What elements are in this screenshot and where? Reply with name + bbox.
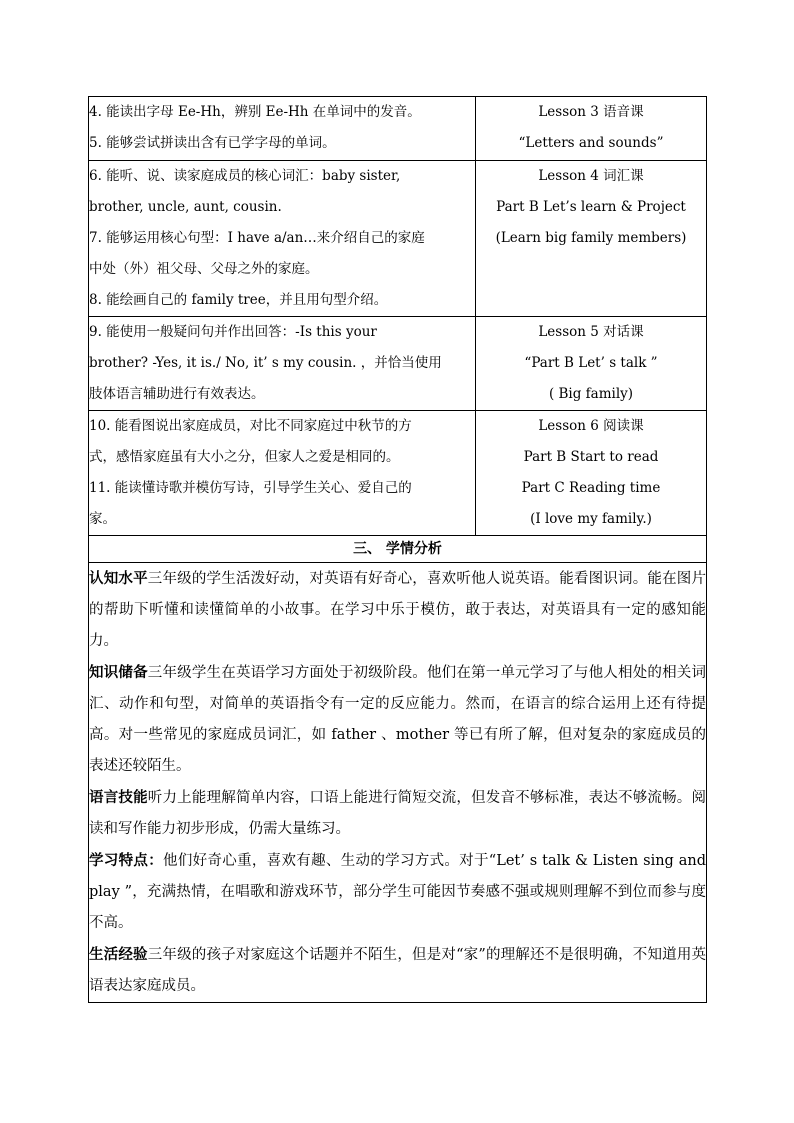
objective-line: 11. 能读懂诗歌并模仿写诗，引导学生关心、爱自己的 bbox=[89, 480, 412, 496]
lesson-row bbox=[89, 411, 707, 536]
analysis-label: 语言技能 bbox=[89, 789, 148, 806]
lesson-line: “Part B Let’ s talk ” bbox=[524, 355, 658, 371]
objective-line: 4. 能读出字母 Ee-Hh，辨别 Ee-Hh 在单词中的发音。 bbox=[89, 104, 421, 120]
analysis-label: 知识储备 bbox=[89, 664, 148, 681]
analysis-text: 听力上能理解简单内容，口语上能进行简短交流，但发音不够标准，表达不够流畅。阅读和写作能力初步形成，仍需大量练习。 bbox=[89, 790, 706, 837]
analysis-row bbox=[89, 563, 707, 1003]
lesson-line: Part C Reading time bbox=[521, 480, 661, 496]
section-heading-row bbox=[89, 536, 707, 563]
objectives-cell bbox=[89, 317, 476, 411]
section-title: 三、 学情分析 bbox=[89, 536, 707, 563]
objective-line: 家。 bbox=[89, 511, 116, 527]
objectives-cell bbox=[89, 411, 476, 536]
lesson-line: ( Big family) bbox=[548, 386, 634, 402]
objective-line: 中处（外）祖父母、父母之外的家庭。 bbox=[89, 261, 319, 277]
lesson-cell bbox=[476, 97, 707, 161]
analysis-paragraph bbox=[89, 657, 706, 782]
objective-line: 6. 能听、说、读家庭成员的核心词汇：baby sister, bbox=[89, 168, 401, 184]
lesson-line: Part B Let’s learn & Project bbox=[496, 199, 686, 215]
lesson-cell bbox=[476, 161, 707, 317]
lesson-row bbox=[89, 317, 707, 411]
analysis-cell bbox=[89, 563, 707, 1003]
lesson-line: Part B Start to read bbox=[523, 449, 659, 465]
objective-line: brother, uncle, aunt, cousin. bbox=[89, 199, 282, 215]
objective-line: 8. 能绘画自己的 family tree，并且用句型介绍。 bbox=[89, 292, 388, 308]
analysis-paragraph bbox=[89, 939, 706, 1002]
analysis-label: 认知水平 bbox=[89, 570, 148, 587]
lesson-line: Lesson 5 对话课 bbox=[538, 324, 644, 340]
lesson-plan-table bbox=[88, 96, 707, 1003]
lesson-cell bbox=[476, 317, 707, 411]
lesson-cell bbox=[476, 411, 707, 536]
analysis-paragraph bbox=[89, 563, 706, 657]
objective-line: 10. 能看图说出家庭成员，对比不同家庭过中秋节的方 bbox=[89, 418, 412, 434]
objectives-cell bbox=[89, 161, 476, 317]
objectives-cell bbox=[89, 97, 476, 161]
objective-line: 9. 能使用一般疑问句并作出回答：-Is this your bbox=[89, 324, 377, 340]
analysis-text: 三年级的学生活泼好动，对英语有好奇心，喜欢听他人说英语。能看图识词。能在图片的帮助下听懂和读懂简单的小故事。在学习中乐于模仿，敢于表达，对英语具有一定的感知能力。 bbox=[89, 571, 706, 649]
analysis-text: 他们好奇心重，喜欢有趣、生动的学习方式。对于“Let’ s talk & Listen sing and play ”，充满热情，在唱歌和游戏环节，部分学生可能因节奏感不强或规则理解不到位而参与度不高。 bbox=[89, 853, 707, 931]
objective-line: 式，感悟家庭虽有大小之分，但家人之爱是相同的。 bbox=[89, 449, 400, 465]
lesson-line: (Learn big family members) bbox=[495, 230, 687, 246]
lesson-line: “Letters and sounds” bbox=[518, 135, 664, 151]
objective-line: 7. 能够运用核心句型：I have a/an…来介绍自己的家庭 bbox=[89, 230, 425, 246]
objective-line: 5. 能够尝试拼读出含有已学字母的单词。 bbox=[89, 135, 336, 151]
lesson-row bbox=[89, 161, 707, 317]
lesson-row bbox=[89, 97, 707, 161]
lesson-line: Lesson 4 词汇课 bbox=[538, 168, 644, 184]
objective-line: 肢体语言辅助进行有效表达。 bbox=[89, 386, 265, 402]
analysis-paragraph bbox=[89, 845, 706, 939]
analysis-paragraph bbox=[89, 782, 706, 845]
lesson-line: (I love my family.) bbox=[530, 511, 652, 527]
analysis-label: 生活经验 bbox=[89, 946, 148, 963]
lesson-line: Lesson 6 阅读课 bbox=[538, 418, 644, 434]
lesson-line: Lesson 3 语音课 bbox=[538, 104, 644, 120]
analysis-label: 学习特点： bbox=[89, 852, 164, 869]
objective-line: brother? -Yes, it is./ No, it’ s my cousin. ，并恰当使用 bbox=[89, 355, 442, 371]
analysis-text: 三年级学生在英语学习方面处于初级阶段。他们在第一单元学习了与他人相处的相关词汇、动作和句型，对简单的英语指令有一定的反应能力。然而，在语言的综合运用上还有待提高。对一些常见的家庭成员词汇，如 father 、mother 等已有所了解，但对复杂的家庭成员的表述还较陌生。 bbox=[89, 665, 706, 774]
analysis-text: 三年级的孩子对家庭这个话题并不陌生，但是对“家”的理解还不是很明确，不知道用英语表达家庭成员。 bbox=[89, 947, 706, 994]
